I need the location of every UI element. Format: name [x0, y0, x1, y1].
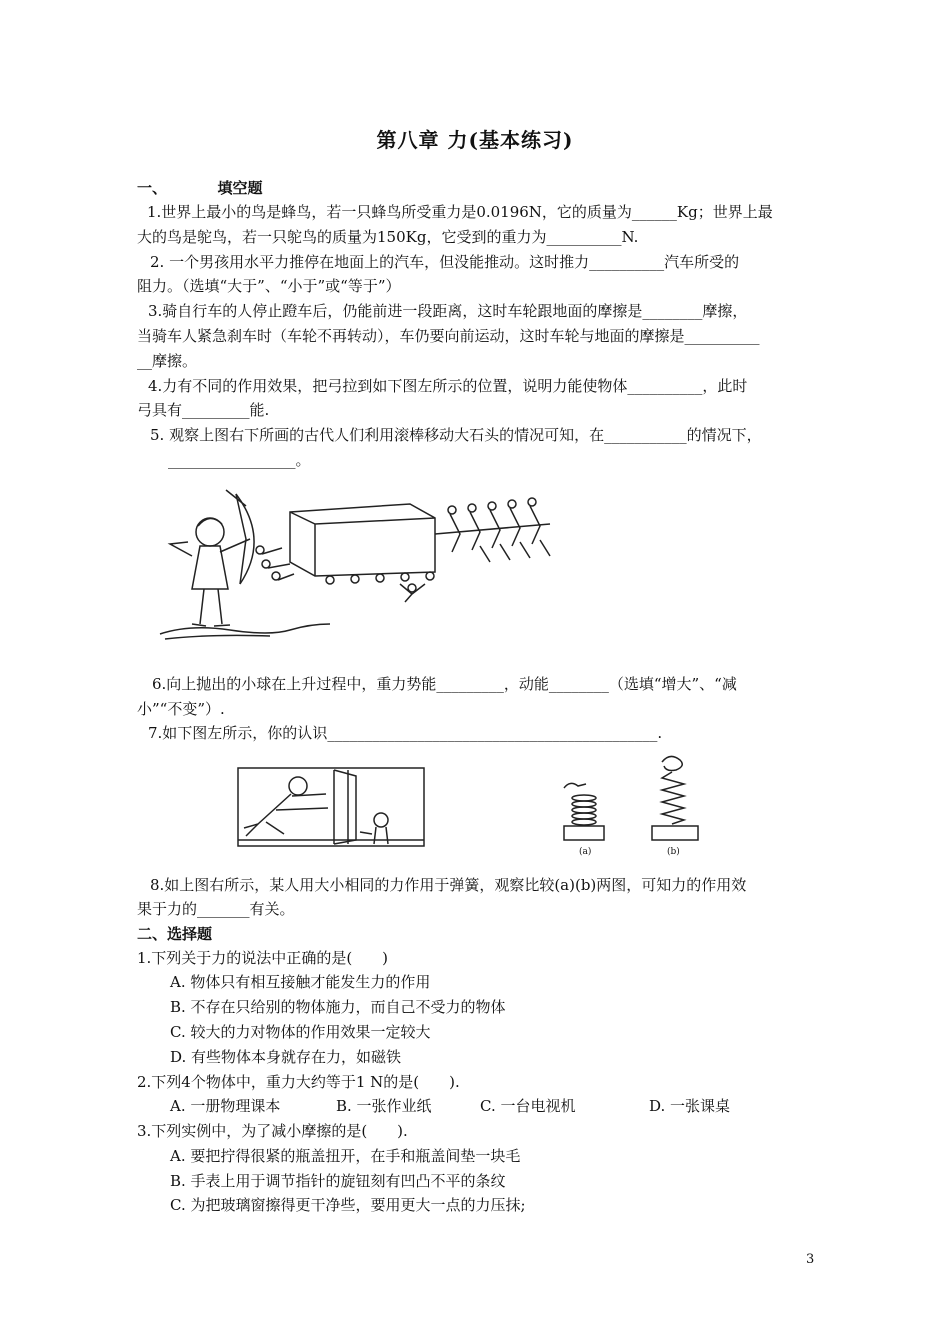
choice-question: 3.下列实例中，为了减小摩擦的是( ).	[137, 1122, 408, 1140]
question-text: __摩擦。	[137, 352, 198, 370]
section-heading-fill-in	[137, 176, 263, 200]
question-text: 6.向上抛出的小球在上升过程中，重力势能_________，动能________（选填“增大”、“减	[152, 675, 737, 693]
door-push-figure	[236, 764, 426, 856]
choice-option: B. 手表上用于调节指针的旋钮刻有凹凸不平的条纹	[170, 1172, 506, 1190]
choice-option: D. 有些物体本身就存在力，如磁铁	[170, 1048, 402, 1066]
question-text: 阻力。（选填“大于”、“小于”或“等于”）	[137, 277, 401, 295]
choice-question: 1.下列关于力的说法中正确的是( )	[137, 949, 389, 967]
question-text: 当骑车人紧急刹车时（车轮不再转动），车仍要向前运动，这时车轮与地面的摩擦是__________	[137, 327, 760, 345]
figure-label-b: (b)	[667, 847, 680, 857]
choice-question: 2.下列4个物体中，重力大约等于1 N的是( ).	[137, 1073, 460, 1091]
choice-option: C. 较大的力对物体的作用效果一定较大	[170, 1023, 431, 1041]
question-text: 2. 一个男孩用水平力推停在地面上的汽车，但没能推动。这时推力__________汽车所受的	[150, 253, 740, 271]
question-text: 大的鸟是鸵鸟，若一只鸵鸟的质量为150Kg，它受到的重力为__________N.	[137, 228, 639, 246]
question-text: 4.力有不同的作用效果，把弓拉到如下图左所示的位置，说明力能使物体__________，此时	[148, 377, 748, 395]
question-text: 3.骑自行车的人停止蹬车后，仍能前进一段距离，这时车轮跟地面的摩擦是________摩擦，	[148, 302, 748, 320]
question-text: 1.世界上最小的鸟是蜂鸟，若一只蜂鸟所受重力是0.0196N，它的质量为______Kg；世界上最	[147, 203, 773, 221]
question-text: 7.如下图左所示，你的认识____________________________________________.	[148, 724, 663, 742]
choice-option: C. 为把玻璃窗擦得更干净些，要用更大一点的力压抹;	[170, 1196, 526, 1214]
section-heading-choice: 二、选择题	[137, 925, 213, 943]
archer-and-rollers-figure	[150, 484, 570, 644]
choice-option: B. 不存在只给别的物体施力，而自己不受力的物体	[170, 998, 506, 1016]
choice-option: A. 一册物理课本	[170, 1097, 281, 1115]
choice-option: A. 要把拧得很紧的瓶盖扭开，在手和瓶盖间垫一块毛	[170, 1147, 521, 1165]
question-text: 弓具有_________能.	[137, 401, 270, 419]
page-title: 第八章 力(基本练习)	[376, 128, 574, 152]
question-text: 8.如上图右所示，某人用大小相同的力作用于弹簧，观察比较(a)(b)两图，可知力的作用效	[150, 876, 747, 894]
choice-option: D. 一张课桌	[649, 1097, 731, 1115]
section-label: 填空题	[217, 179, 263, 197]
question-text: _________________。	[168, 451, 311, 469]
page-number: 3	[806, 1252, 815, 1267]
section-number: 一、	[137, 179, 168, 197]
question-text: 小”“不变”）.	[137, 700, 225, 718]
stretched-spring-figure-b	[640, 752, 710, 852]
choice-option: B. 一张作业纸	[336, 1097, 432, 1115]
choice-option: C. 一台电视机	[480, 1097, 576, 1115]
choice-option: A. 物体只有相互接触才能发生力的作用	[170, 973, 431, 991]
question-text: 果于力的_______有关。	[137, 900, 295, 918]
question-text: 5. 观察上图右下所画的古代人们利用滚棒移动大石头的情况可知，在___________的情况下，	[150, 426, 762, 444]
compressed-spring-figure-a	[556, 780, 612, 852]
figure-label-a: (a)	[579, 847, 592, 857]
